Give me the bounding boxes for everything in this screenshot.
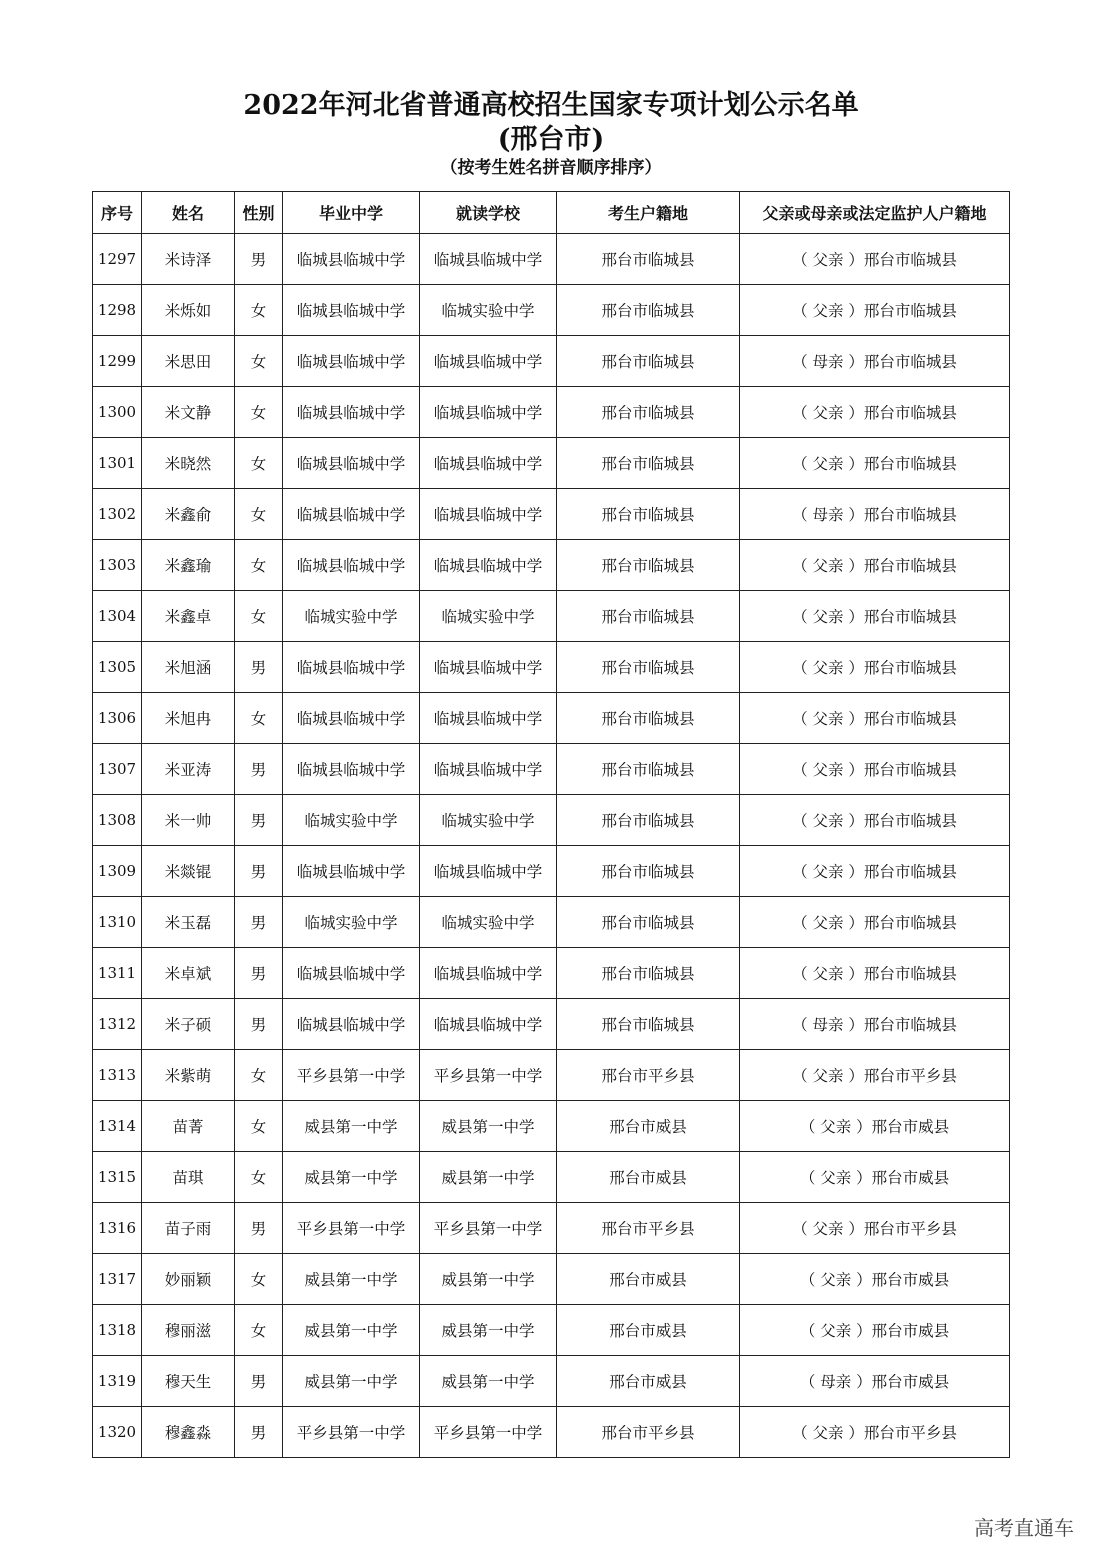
cell-name: 米旭冉	[142, 693, 235, 744]
table-row	[93, 1254, 1010, 1305]
cell-current-school: 临城实验中学	[420, 591, 557, 642]
cell-current-school: 平乡县第一中学	[420, 1203, 557, 1254]
cell-gender: 女	[235, 1305, 283, 1356]
cell-gender: 女	[235, 489, 283, 540]
table-row	[93, 744, 1010, 795]
cell-name: 穆丽滋	[142, 1305, 235, 1356]
cell-guardian-residence: （ 父亲 ）邢台市临城县	[740, 387, 1010, 438]
cell-student-residence: 邢台市临城县	[557, 489, 740, 540]
cell-name: 穆天生	[142, 1356, 235, 1407]
cell-current-school: 临城县临城中学	[420, 387, 557, 438]
cell-graduated-school: 临城县临城中学	[283, 693, 420, 744]
cell-student-residence: 邢台市临城县	[557, 285, 740, 336]
cell-student-residence: 邢台市平乡县	[557, 1050, 740, 1101]
cell-index: 1316	[93, 1203, 142, 1254]
cell-current-school: 威县第一中学	[420, 1254, 557, 1305]
header-cell-gender: 性别	[235, 192, 283, 234]
cell-name: 米子硕	[142, 999, 235, 1050]
document-title: 2022年河北省普通高校招生国家专项计划公示名单	[243, 90, 859, 121]
cell-guardian-residence: （ 父亲 ）邢台市临城县	[740, 438, 1010, 489]
cell-graduated-school: 平乡县第一中学	[283, 1203, 420, 1254]
cell-current-school: 平乡县第一中学	[420, 1407, 557, 1458]
cell-current-school: 临城县临城中学	[420, 642, 557, 693]
table-row	[93, 438, 1010, 489]
cell-guardian-residence: （ 父亲 ）邢台市临城县	[740, 897, 1010, 948]
cell-student-residence: 邢台市临城县	[557, 897, 740, 948]
cell-student-residence: 邢台市威县	[557, 1152, 740, 1203]
cell-index: 1302	[93, 489, 142, 540]
cell-student-residence: 邢台市威县	[557, 1305, 740, 1356]
cell-graduated-school: 临城县临城中学	[283, 336, 420, 387]
watermark-text: 高考直通车	[974, 1516, 1074, 1540]
cell-name: 米亚涛	[142, 744, 235, 795]
cell-index: 1297	[93, 234, 142, 285]
cell-name: 苗琪	[142, 1152, 235, 1203]
cell-gender: 女	[235, 285, 283, 336]
cell-graduated-school: 威县第一中学	[283, 1101, 420, 1152]
cell-index: 1309	[93, 846, 142, 897]
cell-graduated-school: 临城县临城中学	[283, 234, 420, 285]
cell-graduated-school: 威县第一中学	[283, 1254, 420, 1305]
cell-name: 米玉磊	[142, 897, 235, 948]
cell-guardian-residence: （ 父亲 ）邢台市临城县	[740, 795, 1010, 846]
cell-current-school: 临城实验中学	[420, 285, 557, 336]
header-cell-guardian-residence: 父亲或母亲或法定监护人户籍地	[740, 192, 1010, 234]
table-row	[93, 897, 1010, 948]
cell-gender: 男	[235, 1203, 283, 1254]
cell-index: 1298	[93, 285, 142, 336]
cell-student-residence: 邢台市临城县	[557, 693, 740, 744]
cell-index: 1320	[93, 1407, 142, 1458]
document-city: (邢台市)	[497, 124, 605, 155]
cell-guardian-residence: （ 父亲 ）邢台市平乡县	[740, 1407, 1010, 1458]
cell-graduated-school: 临城县临城中学	[283, 999, 420, 1050]
cell-guardian-residence: （ 父亲 ）邢台市临城县	[740, 744, 1010, 795]
cell-student-residence: 邢台市临城县	[557, 795, 740, 846]
table-row	[93, 642, 1010, 693]
cell-guardian-residence: （ 母亲 ）邢台市临城县	[740, 489, 1010, 540]
table-row	[93, 336, 1010, 387]
cell-index: 1301	[93, 438, 142, 489]
cell-index: 1303	[93, 540, 142, 591]
cell-student-residence: 邢台市临城县	[557, 234, 740, 285]
cell-current-school: 临城县临城中学	[420, 999, 557, 1050]
cell-gender: 女	[235, 1152, 283, 1203]
cell-guardian-residence: （ 父亲 ）邢台市威县	[740, 1101, 1010, 1152]
cell-gender: 女	[235, 387, 283, 438]
table-row	[93, 999, 1010, 1050]
table-row	[93, 1203, 1010, 1254]
table-row	[93, 1101, 1010, 1152]
cell-gender: 男	[235, 999, 283, 1050]
table-row	[93, 795, 1010, 846]
cell-graduated-school: 威县第一中学	[283, 1152, 420, 1203]
cell-gender: 男	[235, 234, 283, 285]
cell-graduated-school: 临城县临城中学	[283, 744, 420, 795]
cell-index: 1299	[93, 336, 142, 387]
cell-student-residence: 邢台市临城县	[557, 846, 740, 897]
cell-name: 米卓斌	[142, 948, 235, 999]
cell-gender: 男	[235, 795, 283, 846]
cell-guardian-residence: （ 母亲 ）邢台市临城县	[740, 999, 1010, 1050]
cell-graduated-school: 平乡县第一中学	[283, 1050, 420, 1101]
header-cell-student-residence: 考生户籍地	[557, 192, 740, 234]
cell-name: 米紫萌	[142, 1050, 235, 1101]
cell-index: 1310	[93, 897, 142, 948]
cell-graduated-school: 临城县临城中学	[283, 846, 420, 897]
table-row	[93, 1407, 1010, 1458]
cell-graduated-school: 临城县临城中学	[283, 285, 420, 336]
cell-index: 1306	[93, 693, 142, 744]
table-row	[93, 1305, 1010, 1356]
header-cell-index: 序号	[93, 192, 142, 234]
table-row	[93, 846, 1010, 897]
cell-graduated-school: 临城县临城中学	[283, 438, 420, 489]
cell-student-residence: 邢台市平乡县	[557, 1203, 740, 1254]
cell-index: 1318	[93, 1305, 142, 1356]
cell-name: 米晓然	[142, 438, 235, 489]
cell-graduated-school: 临城实验中学	[283, 795, 420, 846]
table-row	[93, 591, 1010, 642]
header-cell-current-school: 就读学校	[420, 192, 557, 234]
cell-current-school: 临城实验中学	[420, 897, 557, 948]
cell-name: 米一帅	[142, 795, 235, 846]
cell-index: 1311	[93, 948, 142, 999]
cell-current-school: 临城县临城中学	[420, 336, 557, 387]
cell-gender: 男	[235, 897, 283, 948]
cell-graduated-school: 临城实验中学	[283, 591, 420, 642]
cell-name: 米鑫瑜	[142, 540, 235, 591]
cell-index: 1313	[93, 1050, 142, 1101]
cell-guardian-residence: （ 父亲 ）邢台市临城县	[740, 285, 1010, 336]
cell-current-school: 临城县临城中学	[420, 234, 557, 285]
cell-graduated-school: 临城县临城中学	[283, 948, 420, 999]
cell-name: 苗子雨	[142, 1203, 235, 1254]
cell-guardian-residence: （ 父亲 ）邢台市临城县	[740, 693, 1010, 744]
cell-guardian-residence: （ 父亲 ）邢台市威县	[740, 1305, 1010, 1356]
cell-index: 1307	[93, 744, 142, 795]
cell-index: 1305	[93, 642, 142, 693]
cell-guardian-residence: （ 父亲 ）邢台市临城县	[740, 642, 1010, 693]
cell-current-school: 平乡县第一中学	[420, 1050, 557, 1101]
cell-gender: 女	[235, 1254, 283, 1305]
cell-guardian-residence: （ 父亲 ）邢台市平乡县	[740, 1203, 1010, 1254]
cell-student-residence: 邢台市临城县	[557, 387, 740, 438]
cell-current-school: 临城县临城中学	[420, 489, 557, 540]
cell-index: 1315	[93, 1152, 142, 1203]
table-row	[93, 1152, 1010, 1203]
cell-index: 1312	[93, 999, 142, 1050]
table-row	[93, 1050, 1010, 1101]
cell-graduated-school: 临城实验中学	[283, 897, 420, 948]
cell-graduated-school: 临城县临城中学	[283, 642, 420, 693]
cell-index: 1319	[93, 1356, 142, 1407]
cell-guardian-residence: （ 父亲 ）邢台市威县	[740, 1152, 1010, 1203]
cell-current-school: 临城县临城中学	[420, 948, 557, 999]
cell-graduated-school: 临城县临城中学	[283, 540, 420, 591]
cell-gender: 男	[235, 948, 283, 999]
cell-name: 米燚锟	[142, 846, 235, 897]
header-cell-name: 姓名	[142, 192, 235, 234]
cell-name: 米文静	[142, 387, 235, 438]
cell-guardian-residence: （ 父亲 ）邢台市临城县	[740, 948, 1010, 999]
document-subtitle: （按考生姓名拼音顺序排序）	[440, 158, 662, 178]
cell-index: 1300	[93, 387, 142, 438]
cell-guardian-residence: （ 母亲 ）邢台市威县	[740, 1356, 1010, 1407]
cell-name: 米鑫卓	[142, 591, 235, 642]
cell-graduated-school: 临城县临城中学	[283, 387, 420, 438]
cell-index: 1317	[93, 1254, 142, 1305]
cell-current-school: 临城县临城中学	[420, 540, 557, 591]
cell-guardian-residence: （ 母亲 ）邢台市临城县	[740, 336, 1010, 387]
cell-name: 苗菁	[142, 1101, 235, 1152]
cell-current-school: 临城实验中学	[420, 795, 557, 846]
cell-student-residence: 邢台市临城县	[557, 540, 740, 591]
cell-gender: 男	[235, 1407, 283, 1458]
cell-name: 米烁如	[142, 285, 235, 336]
table-row	[93, 1356, 1010, 1407]
cell-name: 妙丽颖	[142, 1254, 235, 1305]
cell-guardian-residence: （ 父亲 ）邢台市平乡县	[740, 1050, 1010, 1101]
cell-guardian-residence: （ 父亲 ）邢台市临城县	[740, 234, 1010, 285]
cell-gender: 女	[235, 591, 283, 642]
cell-student-residence: 邢台市威县	[557, 1356, 740, 1407]
cell-graduated-school: 威县第一中学	[283, 1356, 420, 1407]
cell-student-residence: 邢台市威县	[557, 1254, 740, 1305]
cell-student-residence: 邢台市临城县	[557, 336, 740, 387]
cell-name: 米旭涵	[142, 642, 235, 693]
cell-gender: 男	[235, 846, 283, 897]
table-row	[93, 948, 1010, 999]
cell-student-residence: 邢台市临城县	[557, 948, 740, 999]
cell-index: 1314	[93, 1101, 142, 1152]
header-cell-graduated-school: 毕业中学	[283, 192, 420, 234]
roster-table	[92, 191, 1010, 1458]
cell-guardian-residence: （ 父亲 ）邢台市威县	[740, 1254, 1010, 1305]
cell-current-school: 临城县临城中学	[420, 693, 557, 744]
cell-name: 米鑫俞	[142, 489, 235, 540]
cell-gender: 女	[235, 336, 283, 387]
cell-student-residence: 邢台市临城县	[557, 642, 740, 693]
cell-guardian-residence: （ 父亲 ）邢台市临城县	[740, 540, 1010, 591]
cell-current-school: 临城县临城中学	[420, 846, 557, 897]
cell-gender: 女	[235, 540, 283, 591]
table-row	[93, 540, 1010, 591]
cell-gender: 女	[235, 1050, 283, 1101]
cell-gender: 女	[235, 438, 283, 489]
cell-student-residence: 邢台市临城县	[557, 591, 740, 642]
cell-student-residence: 邢台市威县	[557, 1101, 740, 1152]
cell-current-school: 威县第一中学	[420, 1356, 557, 1407]
cell-name: 米思田	[142, 336, 235, 387]
cell-index: 1304	[93, 591, 142, 642]
cell-student-residence: 邢台市临城县	[557, 999, 740, 1050]
cell-current-school: 威县第一中学	[420, 1101, 557, 1152]
cell-gender: 男	[235, 642, 283, 693]
cell-gender: 女	[235, 1101, 283, 1152]
header-row	[93, 192, 1010, 234]
cell-index: 1308	[93, 795, 142, 846]
table-row	[93, 387, 1010, 438]
table-row	[93, 489, 1010, 540]
cell-student-residence: 邢台市临城县	[557, 438, 740, 489]
table-row	[93, 285, 1010, 336]
cell-current-school: 临城县临城中学	[420, 438, 557, 489]
cell-graduated-school: 威县第一中学	[283, 1305, 420, 1356]
cell-student-residence: 邢台市临城县	[557, 744, 740, 795]
cell-graduated-school: 临城县临城中学	[283, 489, 420, 540]
table-row	[93, 234, 1010, 285]
cell-graduated-school: 平乡县第一中学	[283, 1407, 420, 1458]
cell-guardian-residence: （ 父亲 ）邢台市临城县	[740, 591, 1010, 642]
cell-guardian-residence: （ 父亲 ）邢台市临城县	[740, 846, 1010, 897]
cell-gender: 男	[235, 744, 283, 795]
cell-current-school: 威县第一中学	[420, 1152, 557, 1203]
cell-gender: 女	[235, 693, 283, 744]
cell-current-school: 临城县临城中学	[420, 744, 557, 795]
cell-student-residence: 邢台市平乡县	[557, 1407, 740, 1458]
cell-name: 穆鑫淼	[142, 1407, 235, 1458]
cell-name: 米诗泽	[142, 234, 235, 285]
cell-gender: 男	[235, 1356, 283, 1407]
cell-current-school: 威县第一中学	[420, 1305, 557, 1356]
table-row	[93, 693, 1010, 744]
